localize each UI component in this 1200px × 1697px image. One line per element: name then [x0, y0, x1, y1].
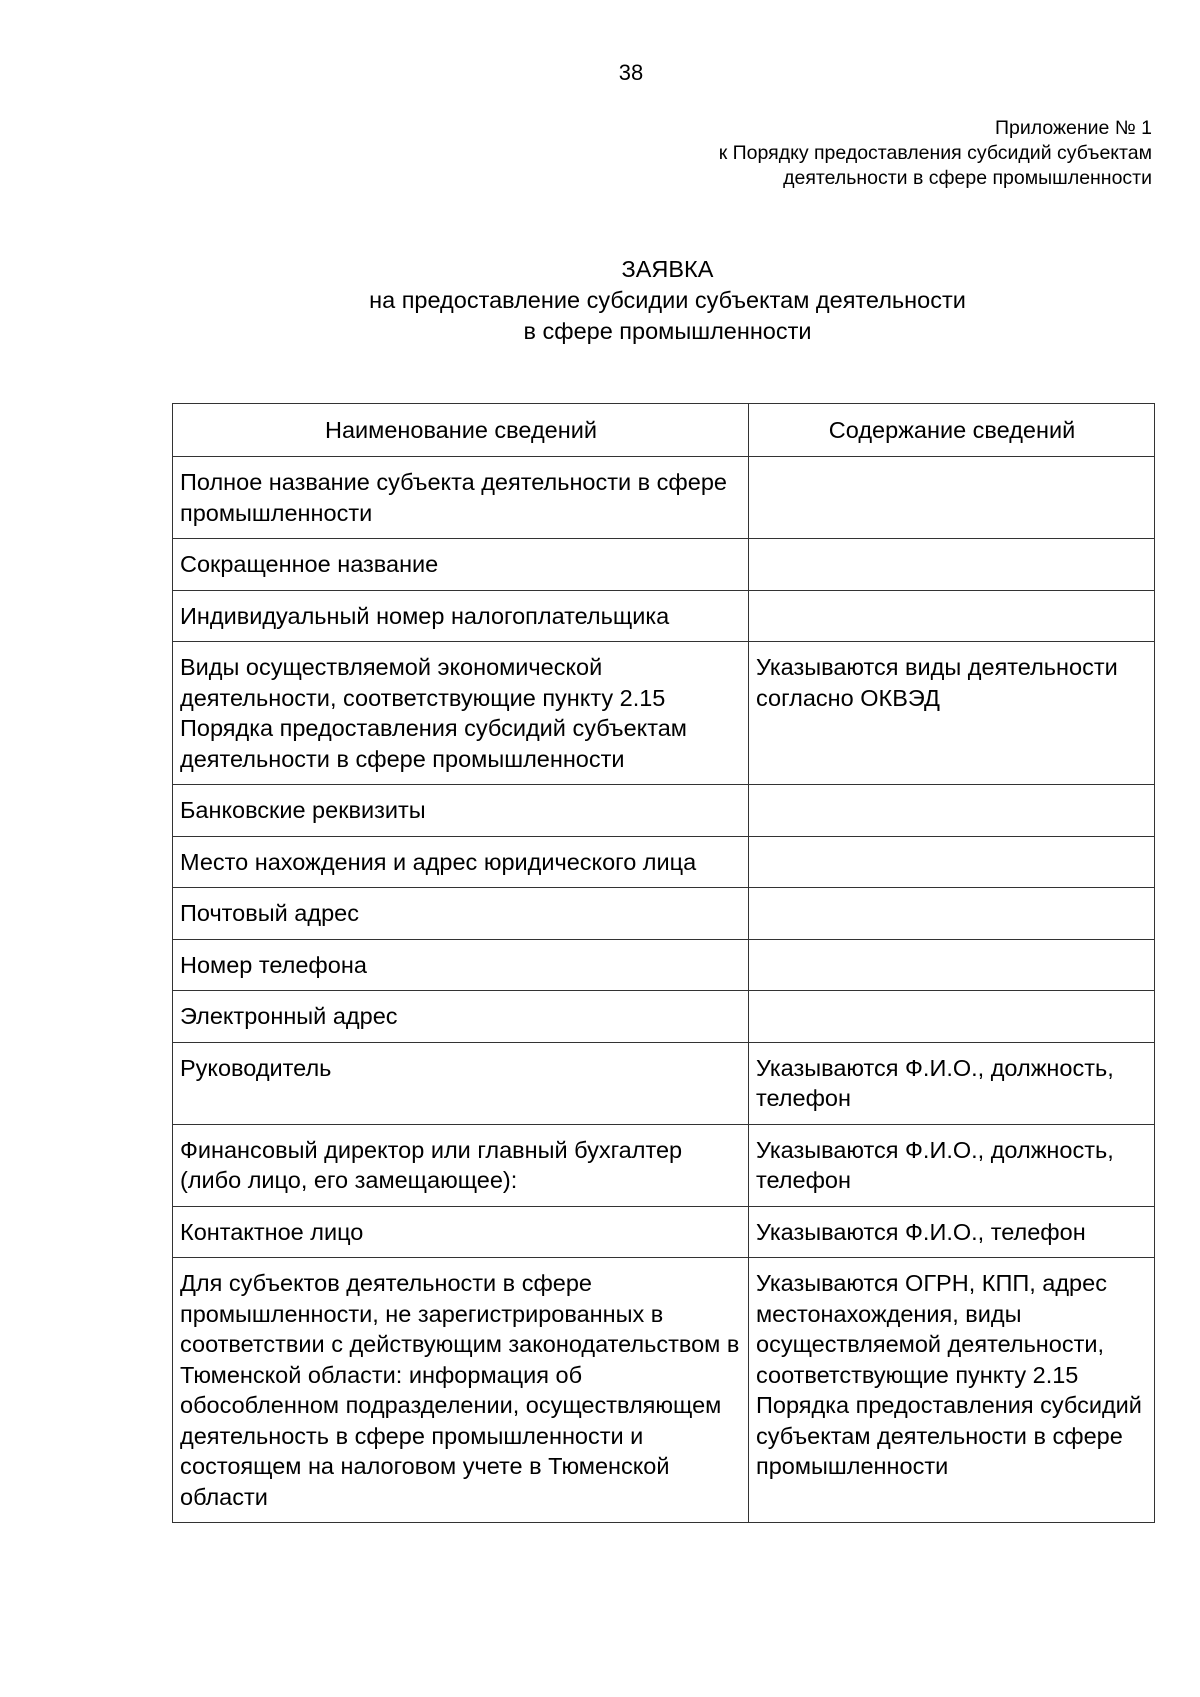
row-value: Указываются ОГРН, КПП, адрес местонахождения, виды осуществляемой деятельности, соответствующие пункту 2.15 Порядка предоставления субсидий субъектам деятельности в сфере промышленности [749, 1258, 1155, 1523]
appendix-line-2: к Порядку предоставления субсидий субъектам [718, 142, 1152, 164]
application-table [172, 403, 1155, 1523]
row-value [749, 939, 1155, 991]
table-row [173, 939, 1155, 991]
row-label: Сокращенное название [173, 539, 749, 591]
row-value: Указываются Ф.И.О., телефон [749, 1206, 1155, 1258]
table-row [173, 642, 1155, 785]
row-value [749, 457, 1155, 539]
title-heading: ЗАЯВКА [621, 256, 714, 282]
row-label: Почтовый адрес [173, 888, 749, 940]
row-label: Контактное лицо [173, 1206, 749, 1258]
row-value [749, 888, 1155, 940]
title-line-3: в сфере промышленности [523, 318, 812, 344]
table-row [173, 1124, 1155, 1206]
appendix-line-3: деятельности в сфере промышленности [783, 167, 1152, 189]
table-row [173, 1258, 1155, 1523]
row-label: Полное название субъекта деятельности в сфере промышленности [173, 457, 749, 539]
table-row [173, 888, 1155, 940]
row-value [749, 590, 1155, 642]
row-label: Место нахождения и адрес юридического лица [173, 836, 749, 888]
table-row [173, 1042, 1155, 1124]
table-row [173, 991, 1155, 1043]
appendix-line-1: Приложение № 1 [995, 117, 1152, 139]
row-value [749, 991, 1155, 1043]
table-header-row [173, 404, 1155, 457]
row-label: Руководитель [173, 1042, 749, 1124]
row-label: Для субъектов деятельности в сфере промышленности, не зарегистрированных в соответствии с действующим законодательством в Тюменской области: информация об обособленном подразделении, осуществляющем деятельность в сфере промышленности и состоящем на налоговом учете в Тюменской области [173, 1258, 749, 1523]
column-header-name: Наименование сведений [173, 404, 749, 457]
row-label: Банковские реквизиты [173, 785, 749, 837]
row-value [749, 785, 1155, 837]
table-row [173, 785, 1155, 837]
row-value: Указываются Ф.И.О., должность, телефон [749, 1042, 1155, 1124]
table-row [173, 1206, 1155, 1258]
table-row [173, 590, 1155, 642]
column-header-content: Содержание сведений [749, 404, 1155, 457]
table-row [173, 836, 1155, 888]
row-value: Указываются Ф.И.О., должность, телефон [749, 1124, 1155, 1206]
title-line-2: на предоставление субсидии субъектам деятельности [369, 287, 966, 313]
row-label: Номер телефона [173, 939, 749, 991]
row-value: Указываются виды деятельности согласно ОКВЭД [749, 642, 1155, 785]
page-number: 38 [618, 60, 644, 85]
appendix-reference [719, 116, 1152, 191]
row-label: Виды осуществляемой экономической деятельности, соответствующие пункту 2.15 Порядка предоставления субсидий субъектам деятельности в сфере промышленности [173, 642, 749, 785]
document-title [172, 254, 1163, 347]
row-label: Электронный адрес [173, 991, 749, 1043]
row-label: Финансовый директор или главный бухгалтер (либо лицо, его замещающее): [173, 1124, 749, 1206]
row-value [749, 836, 1155, 888]
row-value [749, 539, 1155, 591]
table-row [173, 457, 1155, 539]
row-label: Индивидуальный номер налогоплательщика [173, 590, 749, 642]
table-row [173, 539, 1155, 591]
